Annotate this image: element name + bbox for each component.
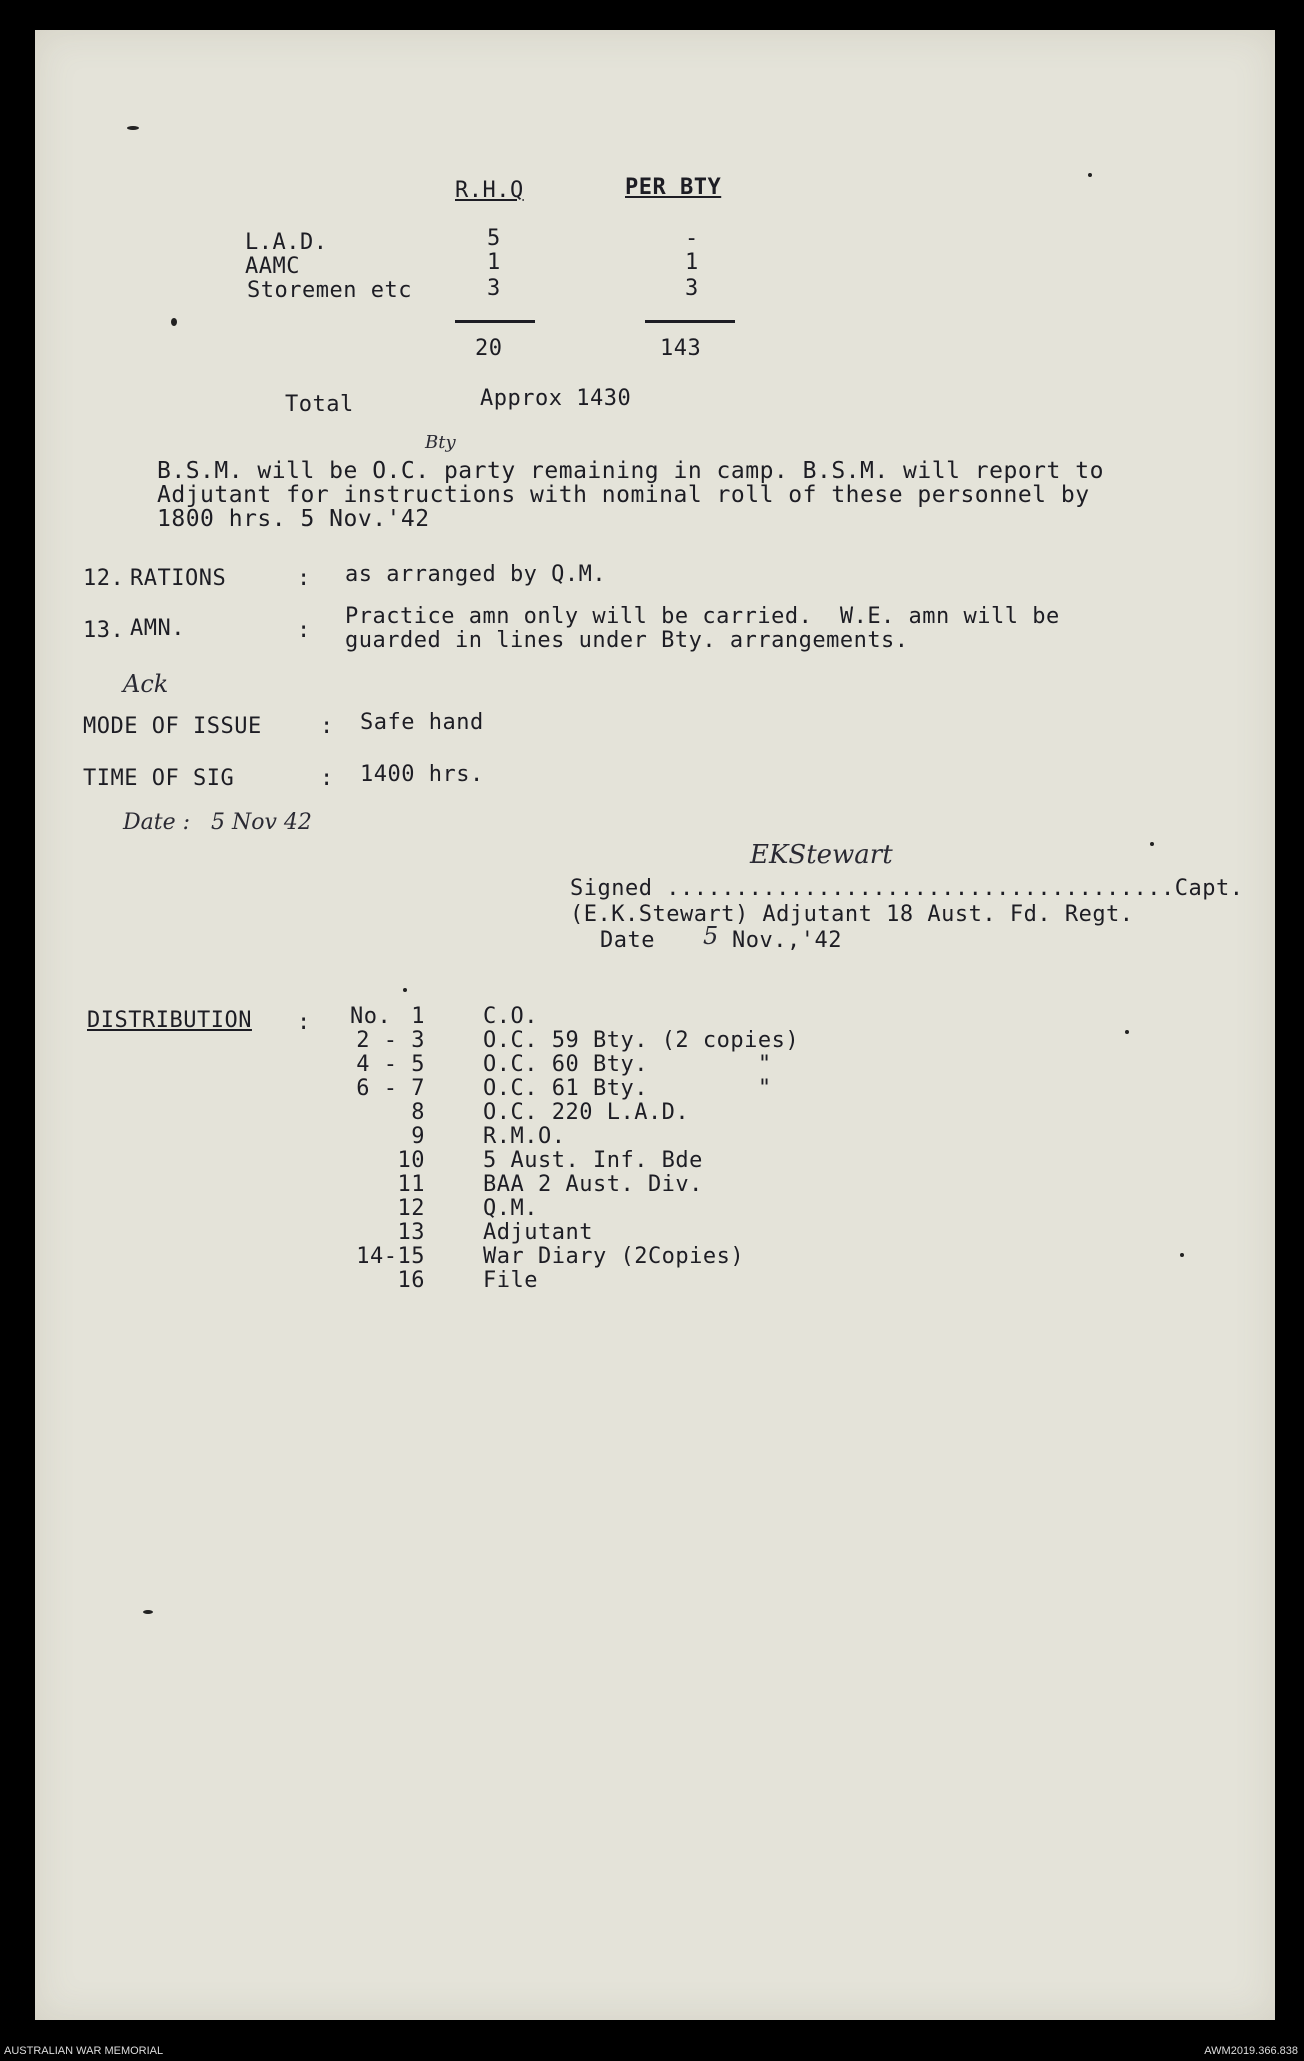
paper-mark — [171, 318, 177, 326]
paragraph-line-2: Adjutant for instructions with nominal roll of these personnel by — [157, 482, 1090, 508]
dist-num-3: 4 - 5 — [356, 1052, 425, 1077]
dist-to-8: BAA 2 Aust. Div. — [483, 1172, 703, 1197]
dist-to-10: Adjutant — [483, 1220, 593, 1245]
date-handwritten: Date : 5 Nov 42 — [123, 810, 312, 835]
distribution-prefix: No. — [350, 1004, 392, 1029]
dist-num-10: 13 — [397, 1220, 425, 1245]
item-12-number: 12. — [83, 566, 125, 591]
dist-to-4: O.C. 61 Bty. " — [483, 1076, 772, 1101]
item-13-text-2: guarded in lines under Bty. arrangements. — [345, 628, 909, 653]
row-bty-lad: - — [685, 226, 699, 251]
signature-date-suffix: Nov.,'42 — [732, 928, 842, 953]
dist-num-11: 14-15 — [356, 1244, 425, 1269]
row-bty-aamc: 1 — [685, 250, 699, 275]
paper-mark — [143, 1610, 153, 1614]
dist-num-6: 9 — [411, 1124, 425, 1149]
item-13-sep: : — [297, 618, 311, 643]
footer-institution: AUSTRALIAN WAR MEMORIAL — [4, 2045, 164, 2057]
mode-of-issue-label: MODE OF ISSUE — [83, 714, 262, 739]
dist-num-8: 11 — [397, 1172, 425, 1197]
time-of-sig-label: TIME OF SIG — [83, 766, 235, 791]
paper-speck — [1125, 1030, 1129, 1034]
row-label-aamc: AAMC — [245, 254, 300, 279]
signatory-name-line: (E.K.Stewart) Adjutant 18 Aust. Fd. Regt. — [570, 902, 1134, 927]
distribution-label: DISTRIBUTION — [87, 1008, 252, 1033]
row-bty-storemen: 3 — [685, 276, 699, 301]
dist-to-3: O.C. 60 Bty. " — [483, 1052, 772, 1077]
mode-of-issue-value: Safe hand — [360, 710, 484, 735]
paper-speck — [1180, 1253, 1184, 1257]
ack-handwritten: Ack — [123, 670, 169, 698]
row-label-lad: L.A.D. — [245, 230, 328, 255]
dist-to-9: Q.M. — [483, 1196, 538, 1221]
footer-accession: AWM2019.366.838 — [1204, 2045, 1298, 2057]
paragraph-line-3: 1800 hrs. 5 Nov.'42 — [157, 506, 430, 532]
handwritten-insertion: Bty — [425, 432, 456, 453]
item-12-title: RATIONS — [130, 566, 227, 591]
paper-speck — [403, 988, 407, 992]
paper-mark — [127, 126, 139, 130]
dist-to-7: 5 Aust. Inf. Bde — [483, 1148, 703, 1173]
item-12-text: as arranged by Q.M. — [345, 562, 607, 587]
dist-num-1: 1 — [411, 1004, 425, 1029]
row-label-storemen: Storemen etc — [247, 278, 412, 303]
item-12-sep: : — [297, 566, 311, 591]
dist-num-12: 16 — [397, 1268, 425, 1293]
signature-date-prefix: Date — [600, 928, 655, 953]
paragraph-line-1: B.S.M. will be O.C. party remaining in camp. B.S.M. will report to — [157, 458, 1104, 484]
signature-date-day: 5 — [703, 922, 719, 950]
bty-total-rule — [645, 320, 735, 323]
row-rhq-storemen: 3 — [487, 276, 501, 301]
dist-num-7: 10 — [397, 1148, 425, 1173]
time-of-sig-sep: : — [320, 766, 334, 791]
item-13-number: 13. — [83, 618, 125, 643]
approx-total: Approx 1430 — [480, 386, 632, 411]
signature: EKStewart — [750, 840, 893, 870]
paper-speck — [1150, 842, 1154, 846]
row-rhq-aamc: 1 — [487, 250, 501, 275]
signed-line: Signed .....................................Capt. — [570, 876, 1244, 901]
distribution-sep: : — [297, 1010, 311, 1035]
total-label: Total — [285, 392, 354, 417]
rhq-total: 20 — [475, 336, 503, 361]
time-of-sig-value: 1400 hrs. — [360, 762, 484, 787]
dist-num-2: 2 - 3 — [356, 1028, 425, 1053]
per-bty-header: PER BTY — [625, 175, 722, 200]
dist-num-5: 8 — [411, 1100, 425, 1125]
dist-to-11: War Diary (2Copies) — [483, 1244, 745, 1269]
bty-total: 143 — [660, 336, 702, 361]
item-13-text-1: Practice amn only will be carried. W.E. amn will be — [345, 604, 1060, 629]
dist-to-1: C.O. — [483, 1004, 538, 1029]
item-13-title: AMN. — [130, 616, 185, 641]
paper-speck — [1088, 173, 1092, 177]
dist-num-4: 6 - 7 — [356, 1076, 425, 1101]
dist-to-5: O.C. 220 L.A.D. — [483, 1100, 690, 1125]
document-page — [35, 30, 1275, 2020]
dist-to-12: File — [483, 1268, 538, 1293]
dist-num-9: 12 — [397, 1196, 425, 1221]
rhq-header: R.H.Q — [455, 178, 524, 203]
dist-to-6: R.M.O. — [483, 1124, 566, 1149]
mode-of-issue-sep: : — [320, 714, 334, 739]
row-rhq-lad: 5 — [487, 226, 501, 251]
rhq-total-rule — [455, 320, 535, 323]
dist-to-2: O.C. 59 Bty. (2 copies) — [483, 1028, 800, 1053]
